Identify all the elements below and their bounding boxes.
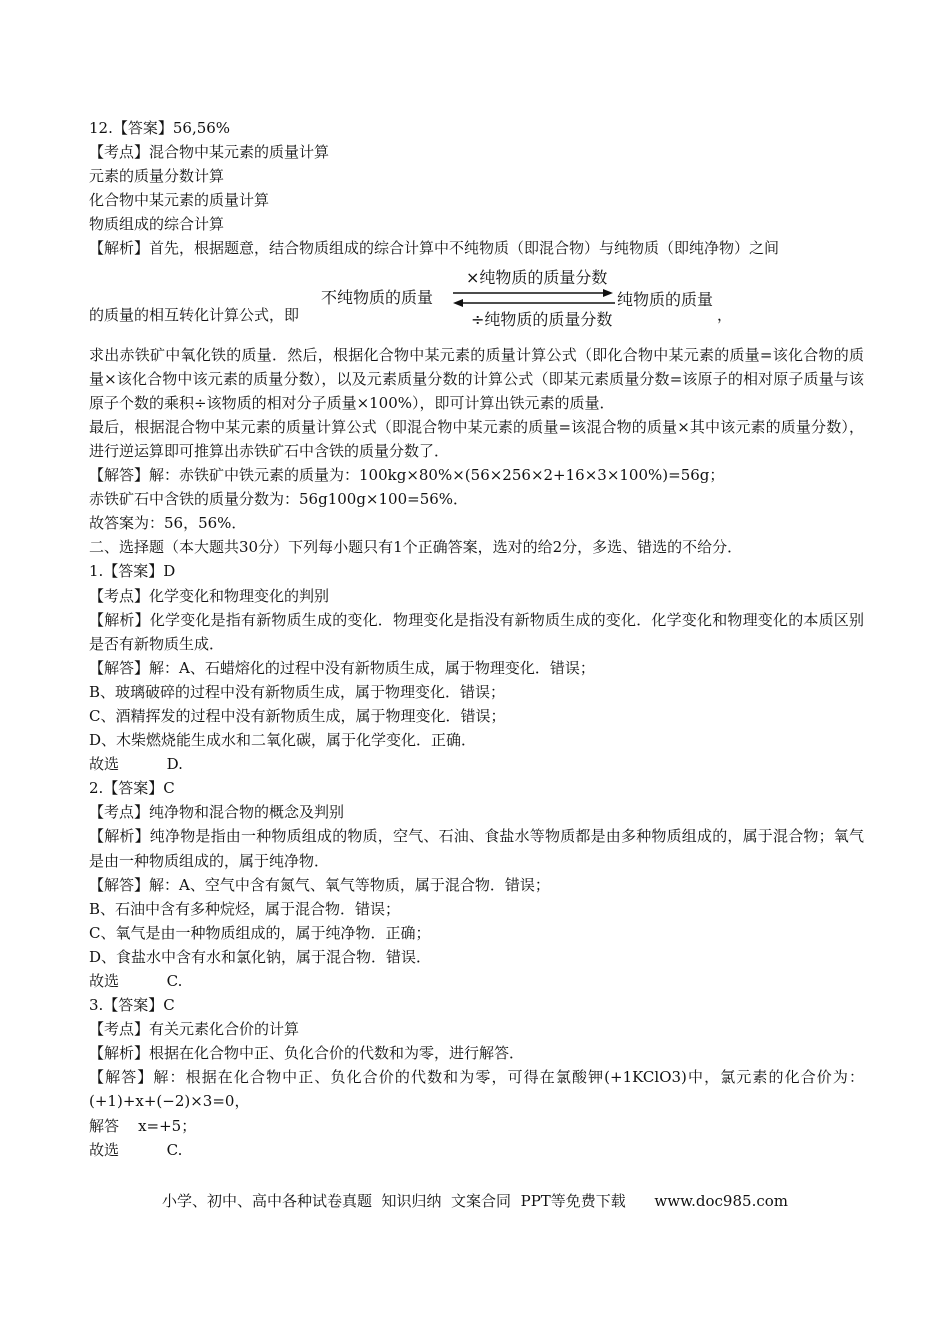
option-c-q2: C、氧气是由一种物质组成的，属于纯净物．正确； <box>89 923 431 942</box>
section2-header: 二、选择题（本大题共30分）下列每小题只有1个正确答案，选对的给2分，多选、错选的不给分． <box>89 538 743 557</box>
document-body <box>89 116 864 1162</box>
conversion-formula-diagram <box>321 261 721 331</box>
option-b-q1: B、玻璃破碎的过程中没有新物质生成，属于物理变化．错误； <box>89 682 506 701</box>
page-footer: 小学、初中、高中各种试卷真题 知识归纳 文案合同 PPT等免费下载 www.doc985.com <box>161 1192 788 1210</box>
solve-q3: 解答 x=+5； <box>89 1116 197 1135</box>
jieda-q3: 【解答】解：根据在化合物中正、负化合价的代数和为零，可得在氯酸钾(+1KClO3)中，氯元素的化合价为：(+1)+x+(−2)×3=0， <box>89 1068 864 1111</box>
jieda-12-line1: 【解答】解：赤铁矿中铁元素的质量为：100kg×80%×(56×256×2+16×3×100%)=56g； <box>89 466 725 485</box>
answer-12: 12.【答案】56,56% <box>89 119 231 137</box>
jiexi-12-line1: 【解析】首先，根据题意，结合物质组成的综合计算中不纯物质（即混合物）与纯物质（即纯净物）之间 <box>89 239 780 258</box>
kaodian-12-4: 物质组成的综合计算 <box>89 215 225 234</box>
kaodian-q2: 【考点】纯净物和混合物的概念及判别 <box>89 803 345 822</box>
choice-q1: 故选 D. <box>89 755 183 774</box>
jieda-12-line2: 赤铁矿石中含铁的质量分数为：56g100g×100=56%． <box>89 490 469 509</box>
kaodian-q3: 【考点】有关元素化合价的计算 <box>89 1020 300 1039</box>
jiexi-12-line2: 的质量的相互转化计算公式，即 <box>89 305 300 324</box>
formula-row <box>89 261 864 331</box>
jiexi-12-line2-tail: ， <box>717 305 733 324</box>
jiexi-q3: 【解析】根据在化合物中正、负化合价的代数和为零，进行解答． <box>89 1044 525 1063</box>
jieda-q2: 【解答】解：A、空气中含有氮气、氧气等物质，属于混合物．错误； <box>89 875 550 894</box>
answer-q2: 2.【答案】C <box>89 779 175 798</box>
option-d-q1: D、木柴燃烧能生成水和二氧化碳，属于化学变化．正确． <box>89 731 477 750</box>
option-b-q2: B、石油中含有多种烷烃，属于混合物．错误； <box>89 899 401 918</box>
jiexi-12-para3: 最后，根据混合物中某元素的质量计算公式（即混合物中某元素的质量=该混合物的质量×其中该元素的质量分数），进行逆运算即可推算出赤铁矿石中含铁的质量分数了． <box>89 417 864 460</box>
formula-left-label: 不纯物质的质量 <box>321 287 434 307</box>
jiexi-12-para2: 求出赤铁矿中氧化铁的质量．然后，根据化合物中某元素的质量计算公式（即化合物中某元素的质量=该化合物的质量×该化合物中该元素的质量分数），以及元素质量分数的计算公式（即某元素质量分数=该原子的相对原子质量与该原子个数的乘积÷该物质的相对分子质量×100%），即可计算出铁元素的质量． <box>89 345 864 412</box>
jiexi-q2: 【解析】纯净物是指由一种物质组成的物质，空气、石油、食盐水等物质都是由多种物质组成的，属于混合物；氧气是由一种物质组成的，属于纯净物． <box>89 827 864 870</box>
formula-bottom-label: ÷纯物质的质量分数 <box>471 309 613 329</box>
choice-q3: 故选 C. <box>89 1140 183 1159</box>
formula-top-label: ×纯物质的质量分数 <box>466 267 608 287</box>
kaodian-q1: 【考点】化学变化和物理变化的判别 <box>89 586 330 605</box>
kaodian-12-2: 元素的质量分数计算 <box>89 167 225 186</box>
answer-q3: 3.【答案】C <box>89 996 175 1015</box>
option-c-q1: C、酒精挥发的过程中没有新物质生成，属于物理变化．错误； <box>89 706 506 725</box>
formula-right-label: 纯物质的质量 <box>617 289 714 309</box>
kaodian-12-1: 【考点】混合物中某元素的质量计算 <box>89 143 330 162</box>
choice-q2: 故选 C. <box>89 972 183 990</box>
jiexi-q1: 【解析】化学变化是指有新物质生成的变化．物理变化是指没有新物质生成的变化．化学变化和物理变化的本质区别是否有新物质生成． <box>89 610 864 653</box>
kaodian-12-3: 化合物中某元素的质量计算 <box>89 191 270 210</box>
answer-q1: 1.【答案】D <box>89 562 176 581</box>
final-answer-12: 故答案为：56，56%． <box>89 514 247 533</box>
option-d-q2: D、食盐水中含有水和氯化钠，属于混合物．错误． <box>89 947 432 966</box>
jieda-q1: 【解答】解：A、石蜡熔化的过程中没有新物质生成，属于物理变化．错误； <box>89 658 595 677</box>
